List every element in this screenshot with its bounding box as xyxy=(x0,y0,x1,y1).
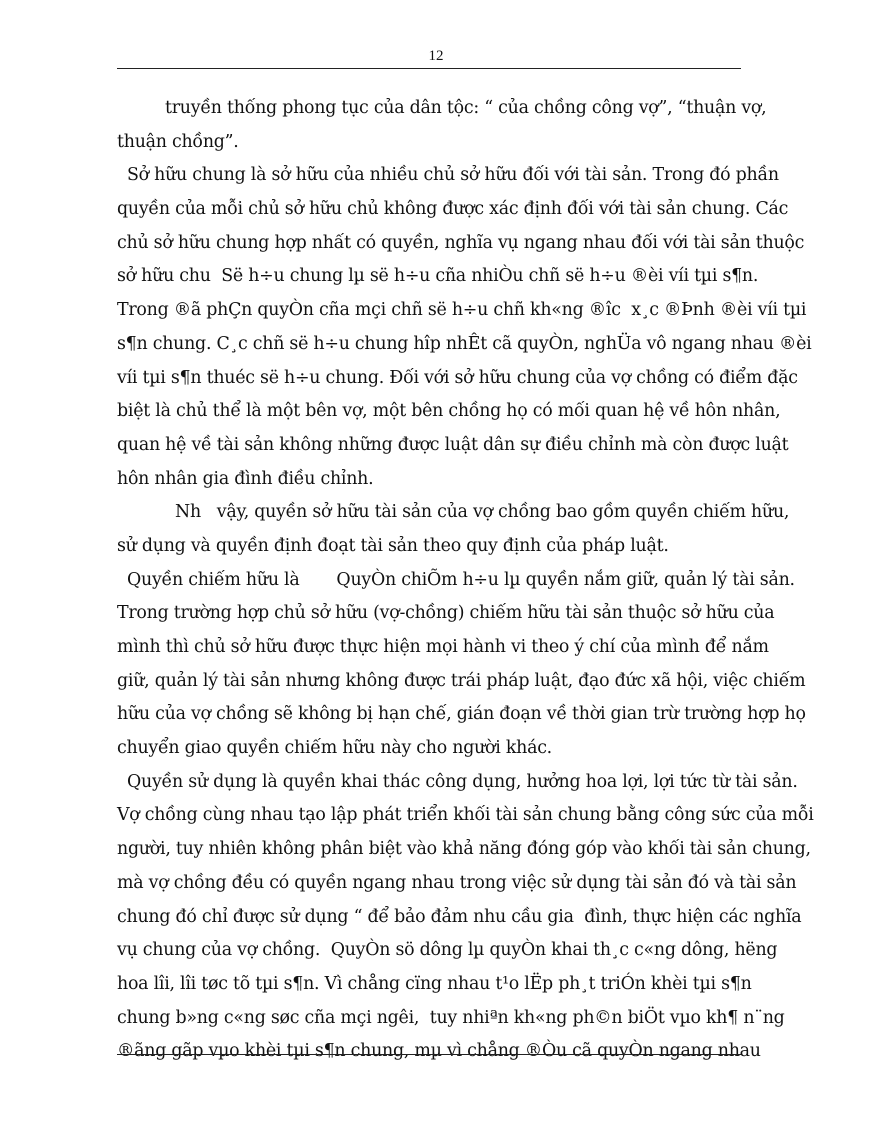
body-text xyxy=(117,92,814,1069)
header-rule xyxy=(117,68,741,69)
text-line: quyền của mỗi chủ sở hữu chủ không được xác định đối với tài sản chung. Các xyxy=(117,199,789,220)
text-line: víi tµi s¶n thuéc së h÷u chung. Đối với sở hữu chung của vợ chồng có điểm đặc xyxy=(117,367,798,388)
text-line: Nh vậy, quyền sở hữu tài sản của vợ chồng bao gồm quyền chiếm hữu, xyxy=(175,502,790,523)
text-line: biệt là chủ thể là một bên vợ, một bên chồng họ có mối quan hệ về hôn nhân, xyxy=(117,401,781,422)
page-number: 12 xyxy=(428,48,444,64)
text-line: sở hữu chu Së h÷u chung lµ së h÷u cña nhiÒu chñ së h÷u ®èi víi tµi s¶n. xyxy=(117,266,759,287)
text-line: người, tuy nhiên không phân biệt vào khả năng đóng góp vào khối tài sản chung, xyxy=(117,839,811,860)
text-line: thuận chồng”. xyxy=(117,131,239,152)
paragraph xyxy=(117,159,812,496)
text-line: giữ, quản lý tài sản nhưng không được trái pháp luật, đạo đức xã hội, việc chiếm xyxy=(117,670,806,691)
text-line: Vợ chồng cùng nhau tạo lập phát triển khối tài sản chung bằng công sức của mỗi xyxy=(117,805,814,826)
text-line: chuyển giao quyền chiếm hữu này cho người khác. xyxy=(117,738,552,759)
text-line: vụ chung của vợ chồng. QuyÒn sö dông lµ quyÒn khai th¸c c«ng dông, hëng xyxy=(117,940,778,961)
paragraph xyxy=(117,564,806,766)
text-line: hữu của vợ chồng sẽ không bị hạn chế, gián đoạn về thời gian trừ trường hợp họ xyxy=(117,704,806,725)
text-line: mà vợ chồng đều có quyền ngang nhau trong việc sử dụng tài sản đó và tài sản xyxy=(117,872,797,893)
text-line: Trong ®ã phÇn quyÒn cña mçi chñ së h÷u chñ kh«ng ®îc x¸c ®Þnh ®èi víi tµi xyxy=(117,300,807,321)
paragraph xyxy=(117,766,814,1069)
text-line: ®ãng gãp vµo khèi tµi s¶n chung, mµ vì chång ®Òu cã quyÒn ngang nhau xyxy=(117,1041,761,1062)
paragraph xyxy=(117,496,790,563)
text-line: truyền thống phong tục của dân tộc: “ của chồng công vợ”, “thuận vợ, xyxy=(165,98,767,118)
text-line: quan hệ về tài sản không những được luật dân sự điều chỉnh mà còn được luật xyxy=(117,434,789,455)
text-line: chung đó chỉ được sử dụng “ để bảo đảm nhu cầu gia đình, thực hiện các nghĩa xyxy=(117,906,802,927)
text-line: hôn nhân gia đình điều chỉnh. xyxy=(117,468,374,489)
text-line: Trong trường hợp chủ sở hữu (vợ-chồng) chiếm hữu tài sản thuộc sở hữu của xyxy=(117,603,775,624)
text-line: chung b»ng c«ng søc cña mçi ngêi, tuy nhiªn kh«ng ph©n biÖt vµo kh¶ n¨ng xyxy=(117,1007,785,1028)
text-line: mình thì chủ sở hữu được thực hiện mọi hành vi theo ý chí của mình để nắm xyxy=(117,637,769,657)
text-line: hoa lîi, lîi tøc tõ tµi s¶n. Vì chång cïng nhau t¹o lËp ph¸t triÓn khèi tµi s¶n xyxy=(117,973,752,994)
paragraph xyxy=(117,92,767,159)
text-line: Sở hữu chung là sở hữu của nhiều chủ sở hữu đối với tài sản. Trong đó phần xyxy=(127,165,779,186)
text-line: sử dụng và quyền định đoạt tài sản theo quy định của pháp luật. xyxy=(117,535,669,556)
text-line: Quyền chiếm hữu là QuyÒn chiÕm h÷u lµ quyền nắm giữ, quản lý tài sản. xyxy=(127,569,795,590)
text-line: s¶n chung. C¸c chñ së h÷u chung hîp nhÊt cã quyÒn, nghÜa vô ngang nhau ®èi xyxy=(117,333,812,354)
text-line: chủ sở hữu chung hợp nhất có quyền, nghĩa vụ ngang nhau đối với tài sản thuộc xyxy=(117,232,805,253)
footer-rule xyxy=(117,1054,741,1055)
text-line: Quyền sử dụng là quyền khai thác công dụng, hưởng hoa lợi, lợi tức từ tài sản. xyxy=(127,771,798,792)
